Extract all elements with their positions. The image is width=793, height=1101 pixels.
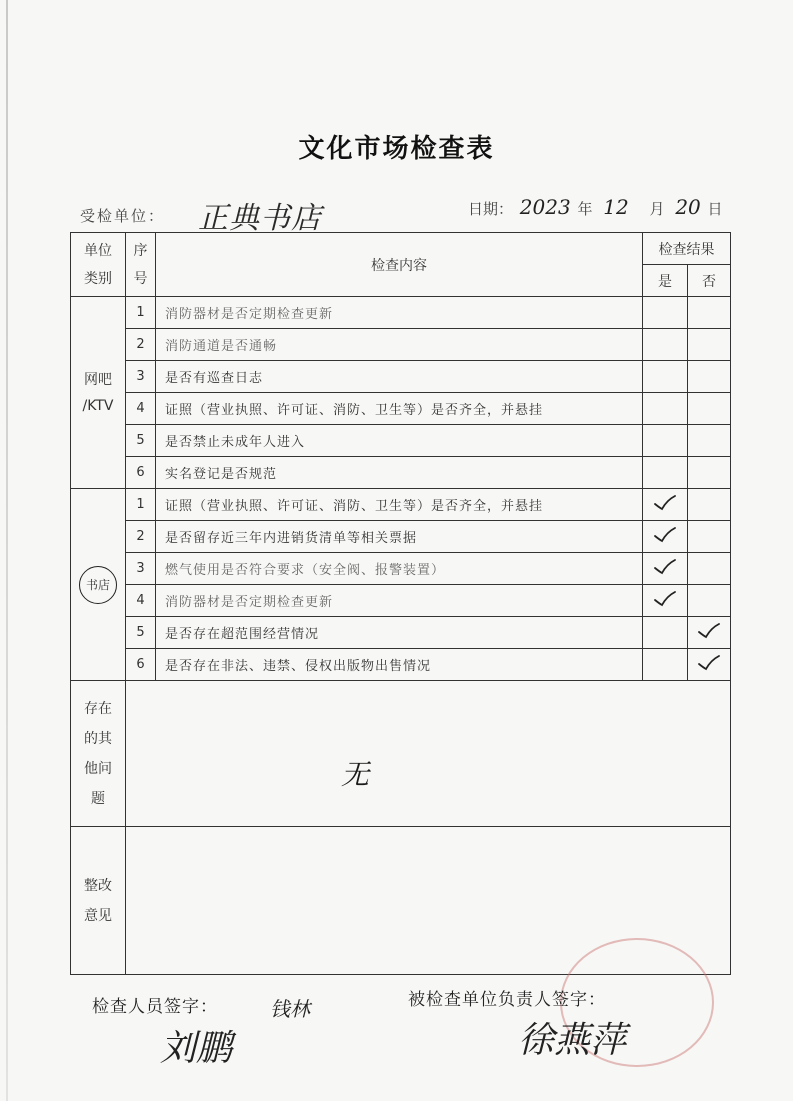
table-row [71,649,731,681]
no-cell [688,329,731,361]
yes-cell [643,521,688,553]
row-content: 燃气使用是否符合要求（安全阀、报警装置） [156,553,643,585]
row-number: 5 [126,425,156,457]
checkmark-icon [653,590,677,608]
no-cell [688,425,731,457]
yes-cell [643,457,688,489]
yes-cell [643,489,688,521]
no-cell [688,489,731,521]
no-cell [688,297,731,329]
yes-cell [643,329,688,361]
row-number: 6 [126,457,156,489]
date-year: 2023 [519,195,571,219]
row-number: 2 [126,329,156,361]
other-issues-content [126,681,731,827]
row-number: 3 [126,553,156,585]
date-day-unit: 日 [707,200,723,218]
no-cell [688,361,731,393]
date-month-unit: 月 [649,200,665,218]
yes-cell [643,585,688,617]
table-row [71,329,731,361]
row-number: 2 [126,521,156,553]
inspection-table [70,232,731,975]
table-row [71,361,731,393]
row-content: 是否存在超范围经营情况 [156,617,643,649]
table-row [71,457,731,489]
date-year-unit: 年 [577,200,593,218]
table-row [71,585,731,617]
row-number: 1 [126,297,156,329]
header-content: 检查内容 [156,233,643,297]
row-number: 6 [126,649,156,681]
other-issues-row [71,681,731,827]
no-cell [688,649,731,681]
header-yes: 是 [643,265,688,297]
no-cell [688,457,731,489]
row-content: 是否留存近三年内进销货清单等相关票据 [156,521,643,553]
row-content: 消防通道是否通畅 [156,329,643,361]
row-number: 3 [126,361,156,393]
rectification-label: 整改 意见 [71,827,126,975]
inspector-signature-label: 检查人员签字： [92,997,218,1017]
other-issues-label: 存在 的其 他问 题 [71,681,126,827]
yes-cell [643,297,688,329]
no-cell [688,521,731,553]
no-cell [688,617,731,649]
row-content: 消防器材是否定期检查更新 [156,297,643,329]
row-number: 1 [126,489,156,521]
row-content: 消防器材是否定期检查更新 [156,585,643,617]
date-month: 12 [603,195,629,219]
header-no: 否 [688,265,731,297]
yes-cell [643,425,688,457]
checkmark-icon [653,526,677,544]
page-edge [6,0,8,1101]
yes-cell [643,361,688,393]
no-cell [688,553,731,585]
no-cell [688,585,731,617]
table-row [71,297,731,329]
row-content: 是否禁止未成年人进入 [156,425,643,457]
inspected-unit-value: 正典书店 [198,201,322,236]
group-type-bookstore: 书店 [71,489,126,681]
row-number: 5 [126,617,156,649]
table-row [71,489,731,521]
row-content: 是否有巡查日志 [156,361,643,393]
table-row [71,521,731,553]
row-number: 4 [126,393,156,425]
checkmark-icon [653,558,677,576]
date-day: 20 [675,195,701,219]
table-row [71,617,731,649]
table-row [71,553,731,585]
date-field [468,195,727,219]
yes-cell [643,617,688,649]
owner-signature-label: 被检查单位负责人签字： [408,990,606,1010]
row-number: 4 [126,585,156,617]
no-cell [688,393,731,425]
row-content: 是否存在非法、违禁、侵权出版物出售情况 [156,649,643,681]
header-seq: 序号 [126,233,156,297]
table-row [71,425,731,457]
yes-cell [643,393,688,425]
checkmark-icon [697,622,721,640]
group-type-internet-cafe: 网吧 /KTV [71,297,126,489]
checkmark-icon [697,654,721,672]
inspector-signature-1: 钱林 [270,997,310,1021]
inspector-signature-2: 刘鹏 [160,1028,233,1069]
header-unit-type: 单位类别 [71,233,126,297]
row-content: 证照（营业执照、许可证、消防、卫生等）是否齐全，并悬挂 [156,393,643,425]
row-content: 证照（营业执照、许可证、消防、卫生等）是否齐全，并悬挂 [156,489,643,521]
other-issues-value: 无 [341,758,370,791]
header-result: 检查结果 [643,233,731,265]
owner-signature: 徐燕萍 [518,1020,627,1061]
yes-cell [643,553,688,585]
table-row [71,393,731,425]
page-title: 文化市场检查表 [298,134,495,164]
yes-cell [643,649,688,681]
checkmark-icon [653,494,677,512]
row-content: 实名登记是否规范 [156,457,643,489]
date-label: 日期： [468,200,514,218]
inspected-unit-label: 受检单位： [80,207,166,225]
